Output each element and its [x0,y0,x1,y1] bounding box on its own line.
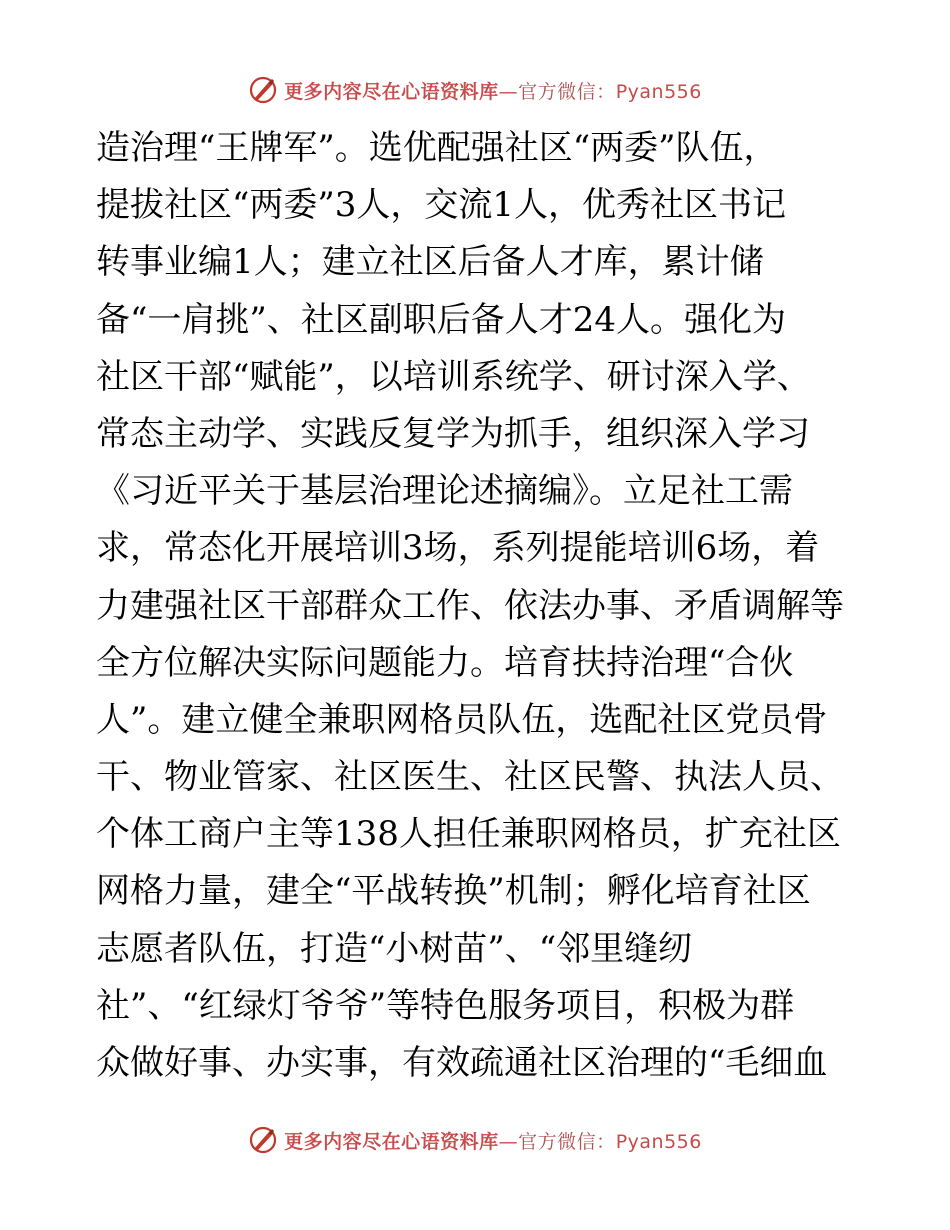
text-line: 备“一肩挑”、社区副职后备人才24人。强化为 [96,299,787,340]
text-line: 社”、“红绿灯爷爷”等特色服务项目，积极为群 [96,985,795,1026]
text-line: 全方位解决实际问题能力。培育扶持治理“合伙 [96,642,794,683]
watermark-wechat-id: Pyan556 [615,1130,702,1153]
watermark-wechat-label: 官方微信： [518,1130,616,1153]
header-watermark [0,70,950,110]
watermark-dash: — [498,1130,519,1153]
text-line: 常态主动学、实践反复学为抓手，组织深入学习 [96,413,810,454]
text-line: 社区干部“赋能”，以培训系统学、研讨深入学、 [96,356,811,397]
watermark-dash: — [498,80,519,103]
text-line: 转事业编1人；建立社区后备人才库，累计储 [96,242,764,283]
watermark-text [284,77,702,104]
text-line: 求，常态化开展培训3场，系列提能培训6场，着 [96,528,820,569]
watermark-text [284,1127,702,1154]
text-line: 个体工商户主等138人担任兼职网格员，扩充社区 [96,814,841,855]
pen-logo-icon [248,1125,278,1155]
pen-logo-icon [248,75,278,105]
text-line: 《习近平关于基层治理论述摘编》。立足社工需 [96,471,793,512]
watermark-wechat-id: Pyan556 [615,80,702,103]
text-line: 人”。建立健全兼职网格员队伍，选配社区党员骨 [96,699,828,740]
footer-watermark [0,1120,950,1160]
text-line: 志愿者队伍，打造“小树苗”、“邻里缝纫 [96,928,693,969]
text-line: 提拔社区“两委”3人，交流1人，优秀社区书记 [96,185,787,226]
watermark-wechat-label: 官方微信： [518,80,616,103]
document-body [96,120,856,1092]
watermark-brand: 更多内容尽在心语资料库 [284,1130,499,1153]
text-line: 干、物业管家、社区医生、社区民警、执法人员、 [96,757,844,798]
text-line: 力建强社区干部群众工作、依法办事、矛盾调解等 [96,585,844,626]
watermark-brand: 更多内容尽在心语资料库 [284,80,499,103]
text-line: 网格力量，建全“平战转换”机制；孵化培育社区 [96,871,811,912]
text-line: 造治理“王牌军”。选优配强社区“两委”队伍， [96,128,778,168]
text-line: 众做好事、办实事，有效疏通社区治理的“毛细血 [96,1043,828,1083]
